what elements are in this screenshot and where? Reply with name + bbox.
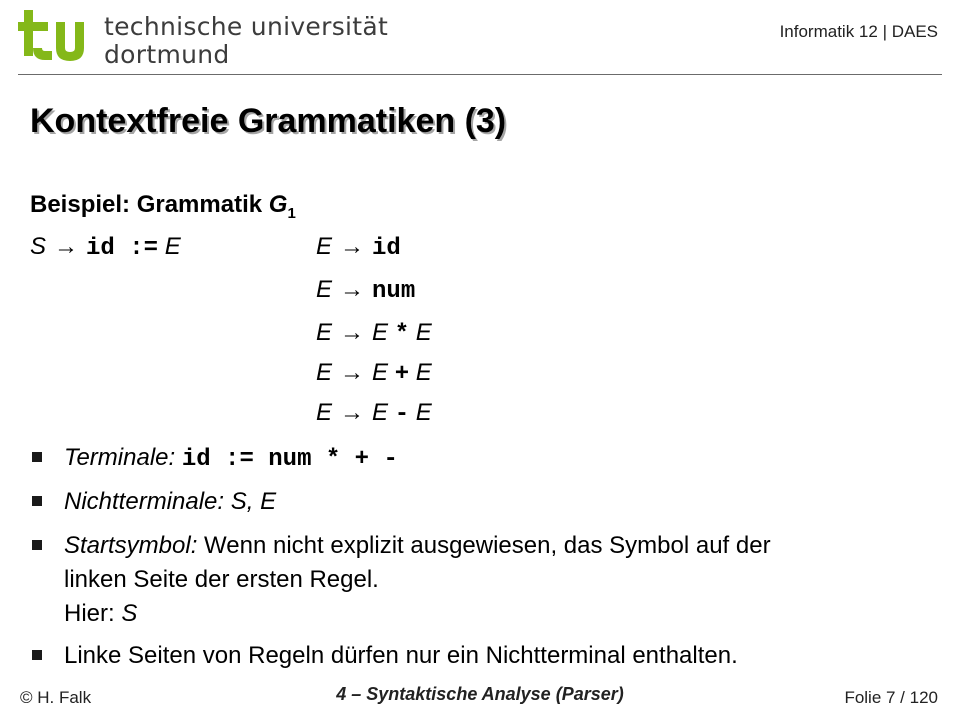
bullet-startsymbol: Startsymbol: Wenn nicht explizit ausgewiesen, das Symbol auf der — [64, 532, 771, 559]
bullet-left-sides: Linke Seiten von Regeln dürfen nur ein Nichtterminal enthalten. — [64, 642, 738, 669]
bullet-icon — [32, 496, 42, 506]
university-name-line2: dortmund — [104, 40, 230, 69]
arrow-icon: → — [340, 359, 365, 386]
bullet-nonterminals: Nichtterminale: S, E — [64, 488, 277, 515]
footer-chapter: 4 – Syntaktische Analyse (Parser) — [336, 684, 624, 704]
arrow-icon: → — [340, 319, 365, 346]
arrow-icon: → — [340, 233, 365, 260]
arrow-icon: → — [54, 233, 79, 260]
arrow-icon: → — [340, 276, 365, 303]
startsymbol-line2: linken Seite der ersten Regel. — [64, 566, 379, 593]
bullet-icon — [32, 452, 42, 462]
grammar-rule: E → E * E — [316, 319, 432, 348]
grammar-rule: E → num — [316, 276, 416, 305]
footer-author: © H. Falk — [20, 688, 92, 707]
grammar-rule: E → id — [316, 233, 401, 262]
grammar-rule: E → E - E — [316, 399, 432, 428]
startsymbol-line3: Hier: S — [64, 600, 138, 627]
header-divider — [18, 74, 942, 75]
slide-title: Kontextfreie Grammatiken (3) — [30, 102, 507, 140]
grammar-rule-start: S → id := E — [30, 233, 181, 262]
footer-slide-number: Folie 7 / 120 — [844, 688, 938, 707]
department-label: Informatik 12 | DAES — [779, 22, 938, 41]
bullet-icon — [32, 540, 42, 550]
grammar-rule: E → E + E — [316, 359, 432, 388]
bullet-icon — [32, 650, 42, 660]
tu-logo-icon — [18, 8, 98, 68]
arrow-icon: → — [340, 399, 365, 426]
slide-subtitle: Beispiel: Grammatik $G_1$ — [30, 191, 296, 222]
university-name-line1: technische universität — [104, 12, 389, 41]
bullet-terminals: Terminale: id := num * + - — [64, 444, 398, 473]
